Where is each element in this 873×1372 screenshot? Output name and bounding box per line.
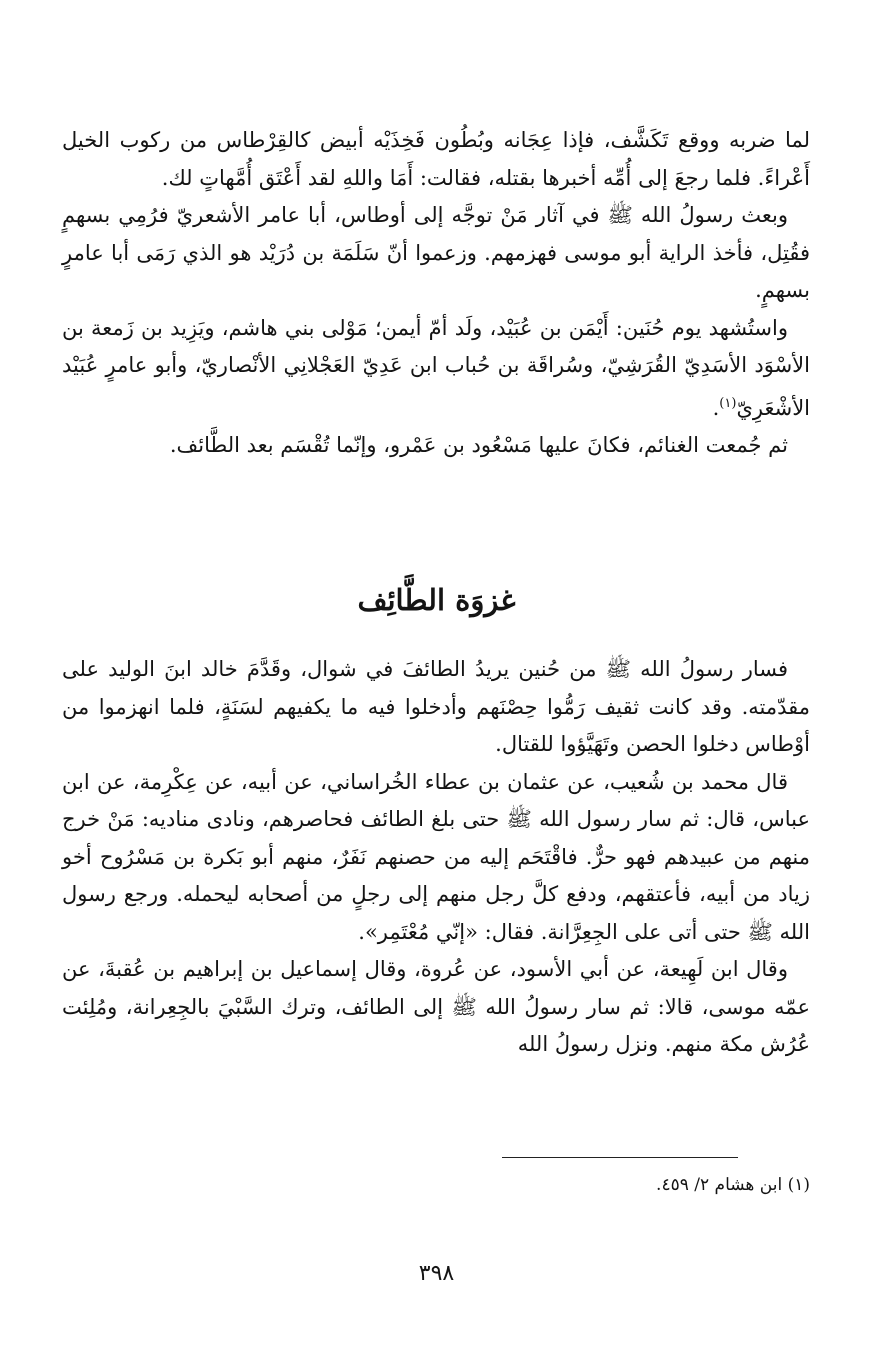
paragraph: فسار رسولُ الله ﷺ من حُنين يريدُ الطائفَ في شوال، وقَدَّمَ خالد ابنَ الوليد على مقدّمته. وقد كانت ثقيف رَمُّوا حِصْنَهم وأدخلوا فيه ما يكفيهم لسَنَةٍ، فلما انهزموا من أوْطاس دخلوا الحصن وتَهَيَّؤوا للقتال. <box>62 657 810 756</box>
paragraph: ثم جُمعت الغنائم، فكانَ عليها مَسْعُود بن عَمْرو، وإنّما تُقْسَم بعد الطَّائف. <box>169 433 788 457</box>
footnote-marker: (١) <box>719 395 737 411</box>
paragraph-text: واستُشهد يوم حُنَين: أَيْمَن بن عُبَيْد، ولَد أمّ أيمن؛ مَوْلى بني هاشم، ويَزِيد بن زَمعة بن الأسْوَد الأسَدِيّ القُرَشِيّ، وسُراقَة بن حُباب ابن عَدِيّ العَجْلانِي الأنْصاريّ، وأبو عامرٍ عُبَيْد الأشْعَرِيّ <box>62 315 810 420</box>
paragraph: قال محمد بن شُعيب، عن عثمان بن عطاء الخُراساني، عن أبيه، عن عِكْرِمة، عن ابن عباس، قال: ثم سار رسول الله ﷺ حتى بلغ الطائف فحاصرهم، ونادى مناديه: مَنْ خرج منهم من عبيدهم فهو حرٌّ. فاقْتَحَم إليه من حصنهم نَفَرٌ، منهم أبو بَكرة بن مَسْرُوح أخو زياد من أبيه، فأعتقهم، ودفع كلَّ رجل منهم إلى رجلٍ من أصحابه ليحمله. ورجع رسول الله ﷺ حتى أتى على الجِعِرَّانة. فقال: «إنّي مُعْتَمِر». <box>62 769 810 944</box>
paragraph: وبعث رسولُ الله ﷺ في آثار مَنْ توجَّه إلى أوطاس، أبا عامر الأشعريّ فرُمِي بسهمٍ فقُتِل، فأخذ الراية أبو موسى فهزمهم. وزعموا أنّ سَلَمَة بن دُرَيْد هو الذي رَمَى أبا عامرٍ بسهمٍ. <box>62 203 810 302</box>
footnote: (١) ابن هشام ٢/ ٤٥٩. <box>656 1175 810 1195</box>
chapter-title: غزوَة الطَّائِف <box>357 583 516 617</box>
page-number: ٣٩٨ <box>418 1261 455 1286</box>
paragraph: لما ضربه ووقع تَكَشَّف، فإذا عِجَانه وبُطُون فَخِذَيْه أبيض كالقِرْطاس من ركوب الخيل أَعْراءً. فلما رجعَ إلى أُمِّه أخبرها بقتله، فقالت: أَمَا واللهِ لقد أَعْتَق أُمَّهاتٍ لك. <box>62 128 810 190</box>
paragraph: وقال ابن لَهِيعة، عن أبي الأسود، عن عُروة، وقال إسماعيل بن إبراهيم بن عُقبةَ، عن عمّه موسى، قالا: ثم سار رسولُ الله ﷺ إلى الطائف، وترك السَّبْيَ بالجِعِرانة، ومُلِئت عُرُش مكة منهم. ونزل رسولُ الله <box>62 957 810 1056</box>
main-text-top <box>62 122 810 465</box>
paragraph: واستُشهد يوم حُنَين: أَيْمَن بن عُبَيْد، ولَد أمّ أيمن؛ مَوْلى بني هاشم، ويَزِيد بن زَمعة بن الأسْوَد الأسَدِيّ القُرَشِيّ، وسُراقَة بن حُباب ابن عَدِيّ العَجْلانِي الأنْصاريّ، وأبو عامرٍ عُبَيْد الأشْعَرِيّ$^{(١)}$. <box>62 315 810 420</box>
main-text-bottom <box>62 651 810 1064</box>
footnote-divider <box>502 1157 738 1158</box>
